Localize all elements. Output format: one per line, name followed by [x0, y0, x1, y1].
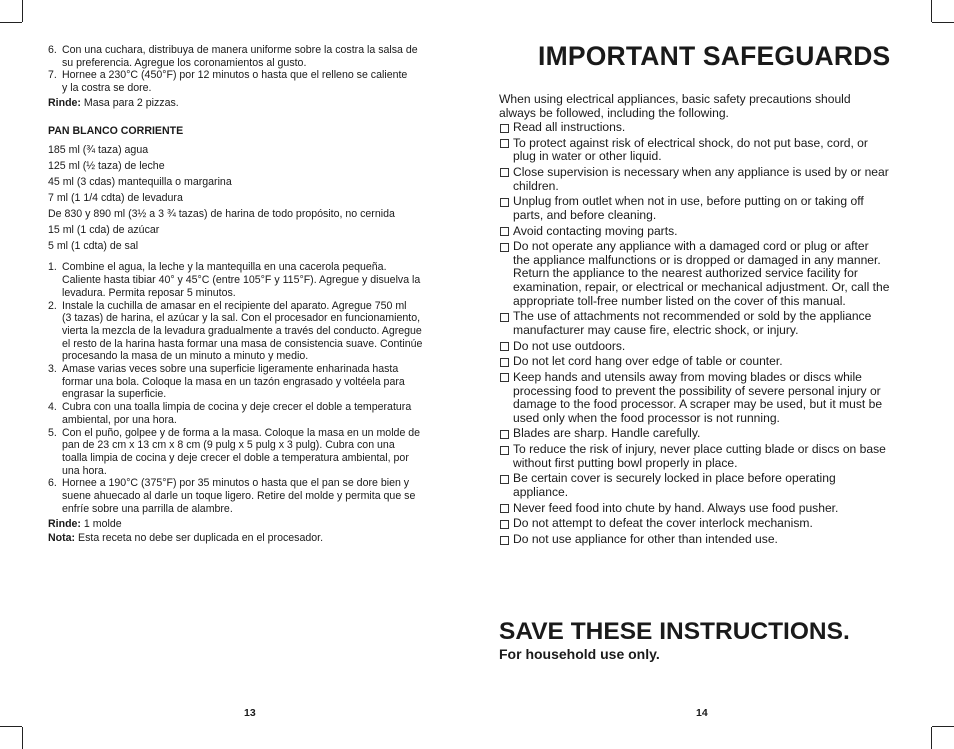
- ingredient-list: [48, 144, 458, 252]
- step-item: [48, 427, 458, 478]
- step-line: (3 tazas) de harina, el azúcar y la sal. Con el procesador en funcionamiento,: [62, 312, 421, 325]
- step-line: pan de 23 cm x 13 cm x 8 cm (9 pulg x 5 pulg x 3 pulg). Cubra con una: [62, 439, 395, 452]
- crop-mark: [932, 726, 954, 727]
- step-line: toalla limpia de cocina y deje crecer el doble a temperatura ambiental, por: [62, 452, 409, 464]
- ingredient-item: 7 ml (1 1/4 cdta) de levadura: [48, 191, 183, 204]
- intro-line: always be followed, including the following.: [499, 105, 729, 120]
- safeguard-line: processing food to prevent the possibility of severe personal injury or: [513, 383, 881, 398]
- step-line: levadura. Permita reposar 5 minutos.: [62, 286, 236, 299]
- step-line: vierta la mezcla de la levadura gradualmente a través del conducto. Agregue: [62, 324, 422, 337]
- safeguard-line: children.: [513, 178, 559, 193]
- checkbox-icon: [500, 373, 509, 382]
- safeguard-item: [499, 340, 911, 354]
- ingredient-item: 45 ml (3 cdas) mantequilla o margarina: [48, 176, 232, 188]
- pizza-yield: [48, 97, 458, 110]
- step-line: y la costra se dore.: [62, 82, 152, 95]
- safeguard-line: Close supervision is necessary when any appliance is used by or near: [513, 164, 889, 179]
- crop-mark: [22, 0, 23, 22]
- crop-mark: [0, 726, 22, 727]
- safeguard-line: Do not attempt to defeat the cover interlock mechanism.: [513, 516, 813, 531]
- ingredient-item: 15 ml (1 cda) de azúcar: [48, 223, 160, 236]
- page-number-left: 13: [244, 707, 256, 719]
- checkbox-icon: [500, 430, 509, 439]
- safeguard-item: [499, 443, 911, 470]
- page-number-right: 14: [696, 707, 708, 719]
- step-item: [48, 477, 458, 515]
- checkbox-icon: [500, 520, 509, 529]
- safeguard-item: [499, 240, 911, 308]
- crop-mark: [932, 22, 954, 23]
- safeguard-line: without first putting bowl properly in place.: [513, 455, 738, 470]
- safeguard-line: Be certain cover is securely locked in place before operating: [513, 471, 836, 486]
- step-line: Con una cuchara, distribuya de manera uniforme sobre la costra la salsa de: [62, 44, 418, 56]
- safeguard-line: the appliance malfunctions or is dropped or damaged in any manner.: [513, 252, 881, 267]
- safeguards-list: [499, 121, 911, 549]
- step-item: [48, 69, 458, 94]
- safeguard-item: [499, 371, 911, 425]
- safeguard-line: Do not use appliance for other than intended use.: [513, 532, 778, 547]
- crop-mark: [22, 727, 23, 749]
- crop-mark: [931, 727, 932, 749]
- checkbox-icon: [500, 124, 509, 133]
- safeguard-line: parts, and before cleaning.: [513, 207, 657, 222]
- safeguard-line: The use of attachments not recommended or sold by the appliance: [513, 309, 872, 324]
- safeguard-item: [499, 427, 911, 441]
- safeguard-line: To reduce the risk of injury, never place cutting blade or discs on base: [513, 442, 886, 457]
- save-instructions-title: SAVE THESE INSTRUCTIONS.: [499, 618, 850, 645]
- step-line: su preferencia. Agregue los coronamientos al gusto.: [62, 56, 307, 69]
- safeguard-item: [499, 355, 911, 369]
- step-line: Cubra con una toalla limpia de cocina y deje crecer el doble a temperatura: [62, 401, 412, 414]
- step-line: Hornee a 230°C (450°F) por 12 minutos o hasta que el relleno se caliente: [62, 69, 408, 82]
- step-line: suene ahuecado al darle un toque ligero. Retire del molde y permita que se: [62, 490, 416, 503]
- step-item: [48, 363, 458, 401]
- step-item: [48, 300, 458, 364]
- step-number: 1.: [48, 261, 57, 274]
- pizza-steps-list: [48, 44, 458, 95]
- recipe-title: PAN BLANCO CORRIENTE: [48, 124, 184, 137]
- step-number: 4.: [48, 401, 57, 414]
- safeguard-item: [499, 502, 911, 516]
- step-line: engrasar la superficie.: [62, 388, 167, 401]
- step-line: Instale la cuchilla de amasar en el recipiente del aparato. Agregue 750 ml: [62, 299, 407, 312]
- safeguard-item: [499, 121, 911, 135]
- safeguard-item: [499, 533, 911, 547]
- household-use-note: For household use only.: [499, 646, 660, 662]
- safeguard-line: examination, repair, or electrical or mechanical adjustment. Or, call the: [513, 280, 890, 294]
- step-line: procesando la masa de un minuto a minuto y medio.: [62, 350, 309, 363]
- safeguard-line: plug in water or other liquid.: [513, 149, 662, 164]
- step-line: formar una bola. Coloque la masa en un tazón engrasado y voltéela para: [62, 375, 405, 388]
- safeguard-line: appropriate toll-free number listed on the cover of this manual.: [513, 293, 846, 308]
- safeguard-item: [499, 137, 911, 164]
- safeguards-title: IMPORTANT SAFEGUARDS: [538, 41, 891, 71]
- bread-steps-list: [48, 261, 458, 515]
- safeguard-line: Blades are sharp. Handle carefully.: [513, 426, 701, 441]
- safeguard-line: Do not let cord hang over edge of table or counter.: [513, 354, 783, 369]
- step-line: Con el puño, golpee y de forma a la masa. Coloque la masa en un molde de: [62, 426, 421, 439]
- step-line: ambiental, por una hora.: [62, 413, 177, 426]
- checkbox-icon: [500, 358, 509, 367]
- step-number: 3.: [48, 363, 57, 376]
- checkbox-icon: [500, 446, 509, 455]
- safeguard-line: Unplug from outlet when not in use, before putting on or taking off: [513, 194, 864, 209]
- yield-label: Rinde:: [48, 517, 81, 530]
- checkbox-icon: [500, 342, 509, 351]
- checkbox-icon: [500, 227, 509, 236]
- step-line: Amase varias veces sobre una superficie ligeramente enharinada hasta: [62, 363, 399, 376]
- yield-label: Rinde:: [48, 96, 81, 109]
- crop-mark: [931, 0, 932, 22]
- safeguard-item: [499, 195, 911, 222]
- safeguard-line: manufacturer may cause fire, electric shock, or injury.: [513, 322, 799, 337]
- step-item: [48, 44, 458, 69]
- step-item: [48, 401, 458, 426]
- safeguard-item: [499, 310, 911, 337]
- ingredient-item: 125 ml (½ taza) de leche: [48, 160, 165, 173]
- step-line: una hora.: [62, 464, 107, 477]
- safeguard-line: Do not use outdoors.: [513, 338, 626, 353]
- checkbox-icon: [500, 536, 509, 545]
- checkbox-icon: [500, 243, 509, 252]
- safeguard-line: Avoid contacting moving parts.: [513, 223, 678, 238]
- recipe-note: [48, 532, 458, 545]
- safeguard-item: [499, 225, 911, 239]
- ingredient-item: 5 ml (1 cdta) de sal: [48, 239, 139, 252]
- step-number: 2.: [48, 299, 57, 312]
- step-item: [48, 261, 458, 299]
- bread-yield: [48, 518, 458, 531]
- safeguard-item: [499, 472, 911, 499]
- step-line: enfríe sobre una parrilla de alambre.: [62, 502, 233, 515]
- step-number: 5.: [48, 426, 57, 439]
- checkbox-icon: [500, 475, 509, 484]
- safeguard-line: Return the appliance to the nearest authorized service facility for: [513, 266, 858, 281]
- crop-mark: [0, 22, 22, 23]
- checkbox-icon: [500, 313, 509, 322]
- safeguard-line: appliance.: [513, 484, 569, 499]
- step-line: Combine el agua, la leche y la mantequilla en una cacerola pequeña.: [62, 261, 387, 274]
- checkbox-icon: [500, 198, 509, 207]
- safeguard-line: used only when the food processor is not running.: [513, 410, 780, 425]
- safeguard-item: [499, 517, 911, 531]
- safeguard-line: To protect against risk of electrical shock, do not put base, cord, or: [513, 135, 868, 150]
- step-line: Caliente hasta tibiar 40° y 45°C (entre 105°F y 115°F). Agregue y disuelva la: [62, 274, 421, 287]
- ingredient-item: 185 ml (¾ taza) agua: [48, 144, 149, 157]
- safeguard-line: Do not operate any appliance with a damaged cord or plug or after: [513, 239, 869, 254]
- safeguard-item: [499, 166, 911, 193]
- step-line: el resto de la harina hasta formar una masa de consistencia suave. Continúe: [62, 337, 423, 350]
- left-page: [48, 44, 458, 545]
- step-number: 6.: [48, 44, 57, 56]
- yield-value: 1 molde: [80, 517, 122, 530]
- note-value: Esta receta no debe ser duplicada en el procesador.: [75, 532, 324, 545]
- safeguard-line: Read all instructions.: [513, 120, 626, 134]
- yield-value: Masa para 2 pizzas.: [80, 96, 179, 109]
- step-number: 7.: [48, 69, 57, 82]
- checkbox-icon: [500, 504, 509, 513]
- intro-line: When using electrical appliances, basic safety precautions should: [499, 92, 851, 106]
- step-number: 6.: [48, 477, 57, 490]
- note-label: Nota:: [48, 532, 76, 545]
- safeguard-line: damage to the food processor. A scraper may be used, but it must be: [513, 397, 883, 412]
- safeguards-intro: [499, 93, 909, 120]
- checkbox-icon: [500, 168, 509, 177]
- ingredient-item: De 830 y 890 ml (3½ a 3 ¾ tazas) de harina de todo propósito, no cernida: [48, 207, 395, 220]
- checkbox-icon: [500, 139, 509, 148]
- safeguard-line: Keep hands and utensils away from moving blades or discs while: [513, 369, 862, 384]
- step-line: Hornee a 190°C (375°F) por 35 minutos o hasta que el pan se dore bien y: [62, 477, 410, 490]
- safeguard-line: Never feed food into chute by hand. Always use food pusher.: [513, 500, 839, 515]
